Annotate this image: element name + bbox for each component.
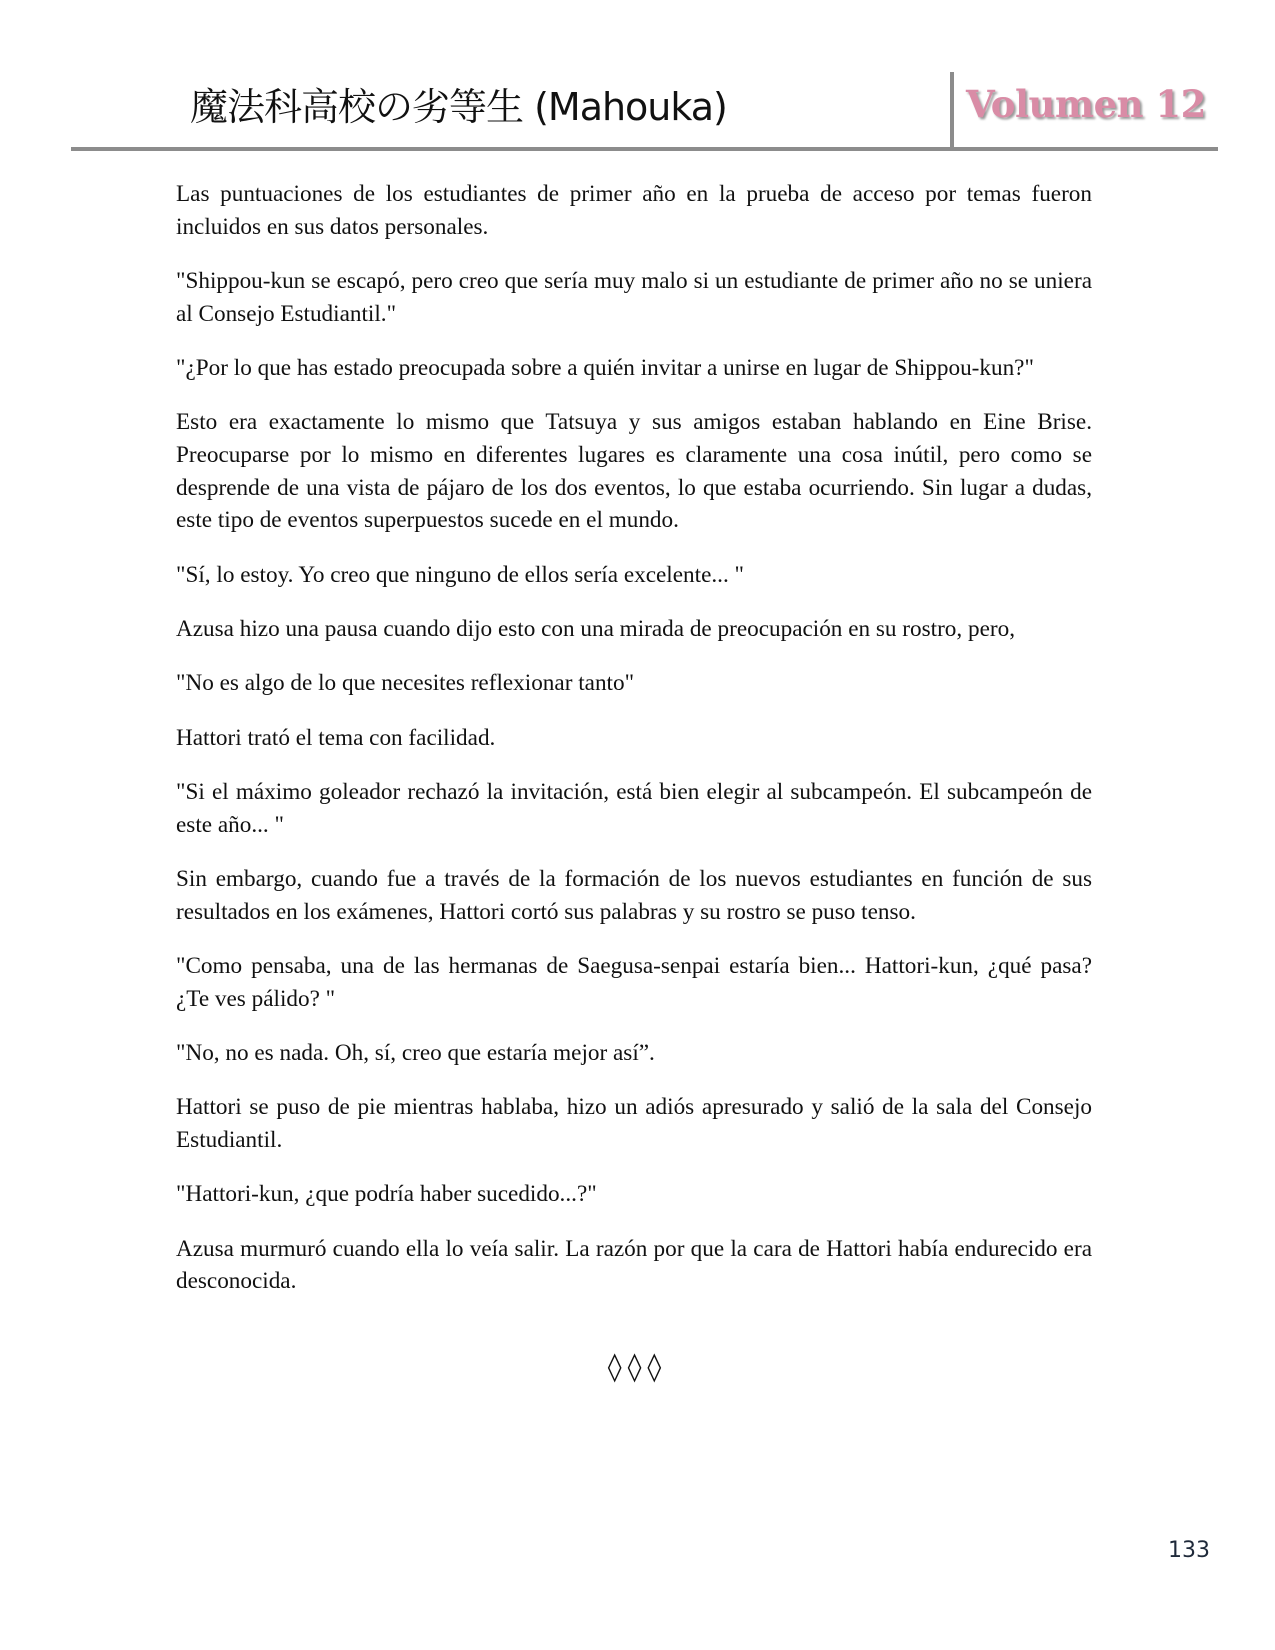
paragraph: "Hattori-kun, ¿que podría haber sucedido...?" <box>176 1181 597 1208</box>
header-rule <box>71 147 1218 151</box>
paragraph: Hattori trató el tema con facilidad. <box>176 724 496 751</box>
paragraph: "Shippou-kun se escapó, pero creo que sería muy malo si un estudiante de primer año no se uniera al Consejo Estudiantil." <box>176 267 1092 327</box>
paragraph: "No es algo de lo que necesites reflexionar tanto" <box>176 670 635 697</box>
book-title: 魔法科高校の劣等生 (Mahouka) <box>190 85 727 129</box>
paragraph: "Sí, lo estoy. Yo creo que ninguno de ellos sería excelente... " <box>176 561 745 588</box>
volume-label: Volumen 12 <box>966 82 1206 126</box>
page-number: 133 <box>1168 1538 1210 1563</box>
paragraph: Las puntuaciones de los estudiantes de primer año en la prueba de acceso por temas fueron incluidos en sus datos personales. <box>176 181 1092 240</box>
paragraph: Hattori se puso de pie mientras hablaba, hizo un adiós apresurado y salió de la sala del Consejo Estudiantil. <box>176 1094 1092 1154</box>
paragraph: "Como pensaba, una de las hermanas de Saegusa-senpai estaría bien... Hattori-kun, ¿qué pasa? ¿Te ves pálido? " <box>176 953 1092 1012</box>
paragraph: Azusa murmuró cuando ella lo veía salir. La razón por que la cara de Hattori había endurecido era desconocida. <box>176 1235 1092 1295</box>
paragraph: "Si el máximo goleador rechazó la invitación, está bien elegir al subcampeón. El subcampeón de este año... " <box>176 779 1092 838</box>
body-text <box>176 178 1092 1320</box>
header-vertical-divider <box>950 72 954 149</box>
paragraph: "¿Por lo que has estado preocupada sobre a quién invitar a unirse en lugar de Shippou-kun?" <box>176 354 1034 381</box>
paragraph: "No, no es nada. Oh, sí, creo que estaría mejor así”. <box>176 1040 655 1067</box>
paragraph: Sin embargo, cuando fue a través de la formación de los nuevos estudiantes en función de sus resultados en los exámenes, Hattori cortó sus palabras y su rostro se puso tenso. <box>176 866 1092 925</box>
paragraph: Esto era exactamente lo mismo que Tatsuya y sus amigos estaban hablando en Eine Brise. Preocuparse por lo mismo en diferentes lugares es claramente una cosa inútil, pero como se desprende de una vista de pájaro de los dos eventos, lo que estaba ocurriendo. Sin lugar a dudas, este tipo de eventos superpuestos sucede en el mundo. <box>176 409 1092 534</box>
scene-break-diamonds: ◊◊◊ <box>607 1350 668 1383</box>
paragraph: Azusa hizo una pausa cuando dijo esto con una mirada de preocupación en su rostro, pero, <box>176 615 1015 642</box>
